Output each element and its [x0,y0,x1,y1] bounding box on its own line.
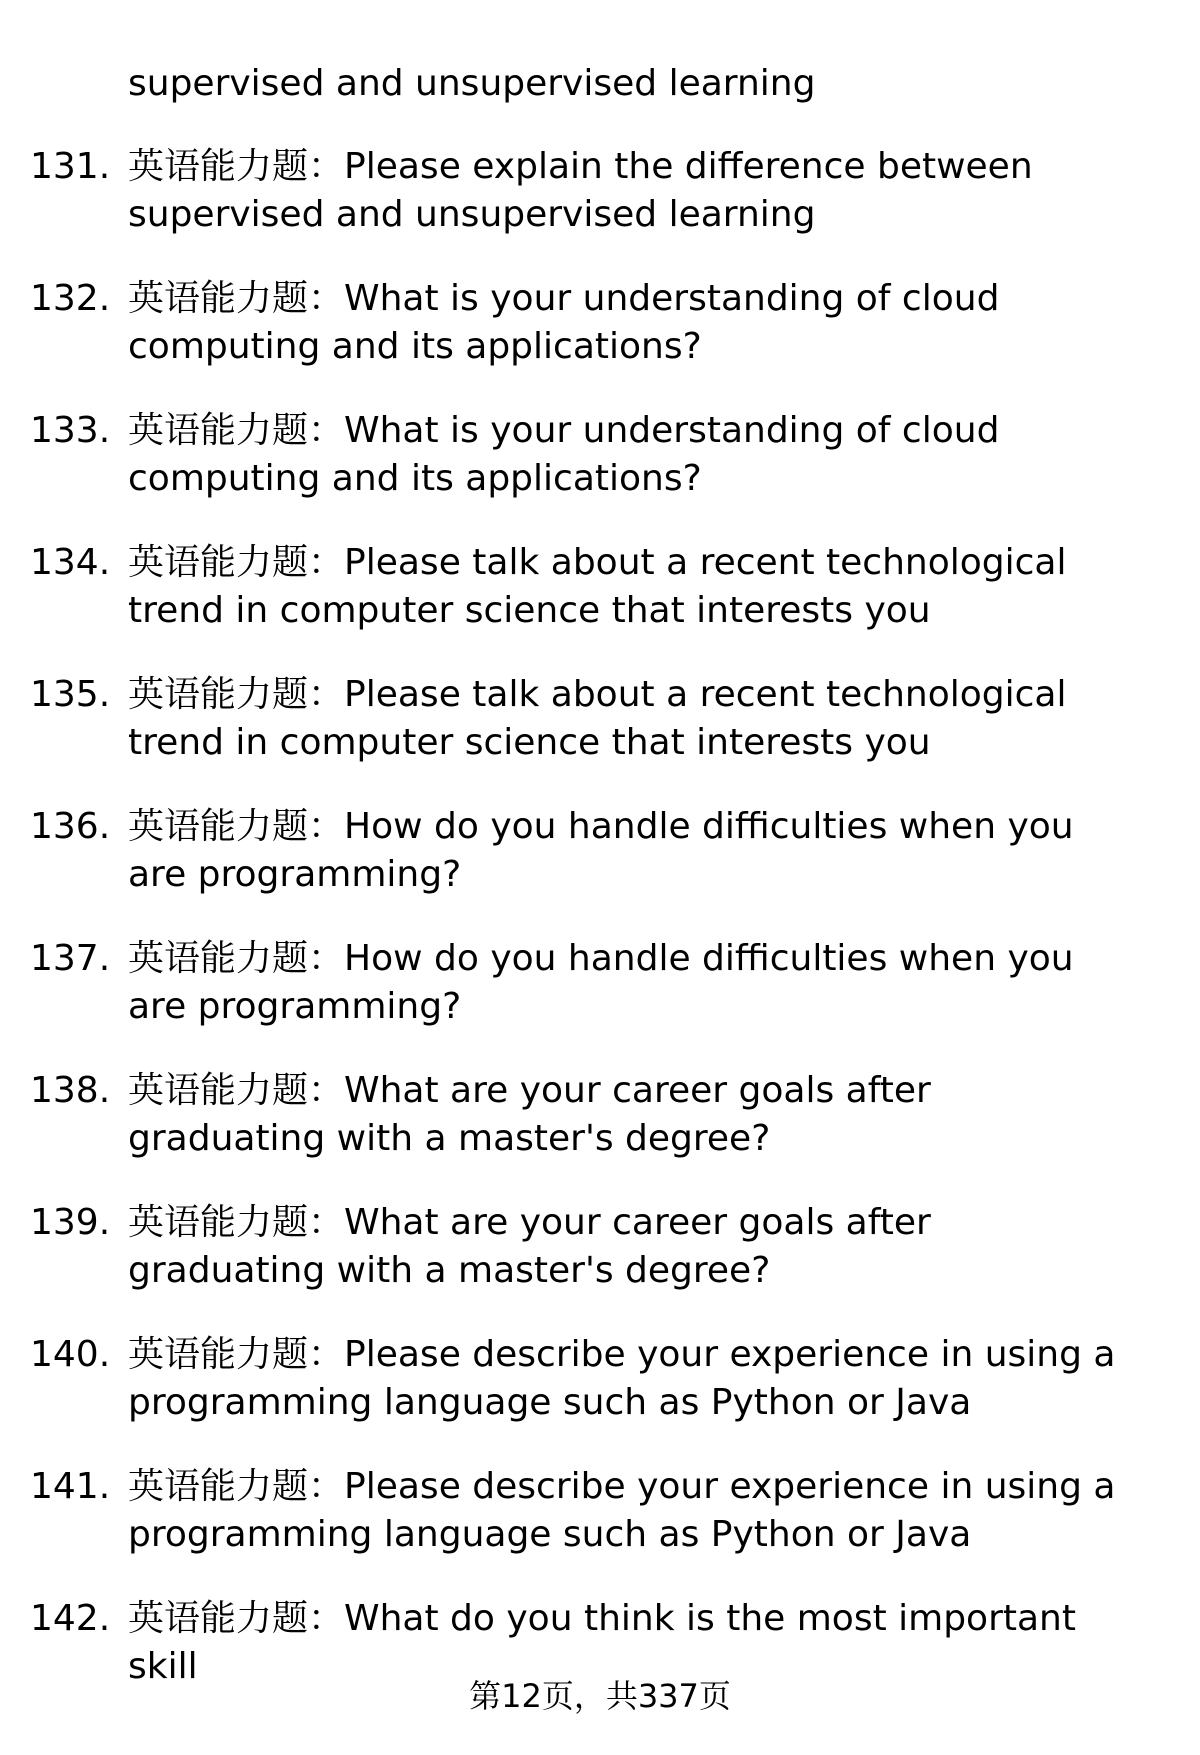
question-category: 英语能力题： [128,1466,345,1507]
question-number: 133. [30,410,111,451]
question-category: 英语能力题： [128,1598,345,1639]
question-category: 英语能力题： [128,542,345,583]
question-text: What are your career goals after graduating with a master's degree? [128,1070,931,1159]
question-item [0,1199,1200,1331]
question-text: What are your career goals after graduating with a master's degree? [128,1202,931,1291]
question-category: 英语能力题： [128,1202,345,1243]
question-body [128,1067,1138,1163]
question-text: What is your understanding of cloud computing and its applications? [128,278,1000,367]
question-text: What is your understanding of cloud computing and its applications? [128,410,1000,499]
question-body [128,143,1138,239]
question-item [0,803,1200,935]
question-text: Please talk about a recent technological trend in computer science that interests you [128,542,1067,631]
question-category: 英语能力题： [128,146,345,187]
continuation-text: supervised and unsupervised learning [128,63,816,104]
question-text: Please explain the difference between supervised and unsupervised learning [128,146,1033,235]
question-body [128,539,1138,635]
question-category: 英语能力题： [128,410,345,451]
question-category: 英语能力题： [128,674,345,715]
question-item [0,1463,1200,1595]
question-text: Please talk about a recent technological trend in computer science that interests you [128,674,1067,763]
question-item [0,539,1200,671]
question-item [0,143,1200,275]
question-item [0,1067,1200,1199]
question-body [128,275,1138,371]
question-item [0,407,1200,539]
question-category: 英语能力题： [128,806,345,847]
question-text: Please describe your experience in using a programming language such as Python or Java [128,1334,1116,1423]
question-number: 142. [30,1598,111,1639]
question-category: 英语能力题： [128,1070,345,1111]
question-body [128,1331,1138,1427]
question-list [0,143,1200,1727]
question-item [0,671,1200,803]
question-number: 135. [30,674,111,715]
question-body [128,1463,1138,1559]
question-category: 英语能力题： [128,938,345,979]
question-body [128,671,1138,767]
question-category: 英语能力题： [128,278,345,319]
question-body [128,407,1138,503]
question-number: 141. [30,1466,111,1507]
question-item [0,935,1200,1067]
question-number: 138. [30,1070,111,1111]
question-number: 134. [30,542,111,583]
question-number: 137. [30,938,111,979]
question-category: 英语能力题： [128,1334,345,1375]
question-body [128,1199,1138,1295]
question-text: Please describe your experience in using a programming language such as Python or Java [128,1466,1116,1555]
question-number: 136. [30,806,111,847]
question-body [128,803,1138,899]
question-text: How do you handle difficulties when you are programming? [128,938,1074,1027]
question-item [0,275,1200,407]
page-footer: 第12页，共337页 [469,1677,731,1715]
question-body [128,935,1138,1031]
question-text: What do you think is the most important skill [128,1598,1076,1687]
question-text: How do you handle difficulties when you are programming? [128,806,1074,895]
question-item [0,1331,1200,1463]
question-number: 131. [30,146,111,187]
question-number: 139. [30,1202,111,1243]
question-number: 140. [30,1334,111,1375]
question-number: 132. [30,278,111,319]
